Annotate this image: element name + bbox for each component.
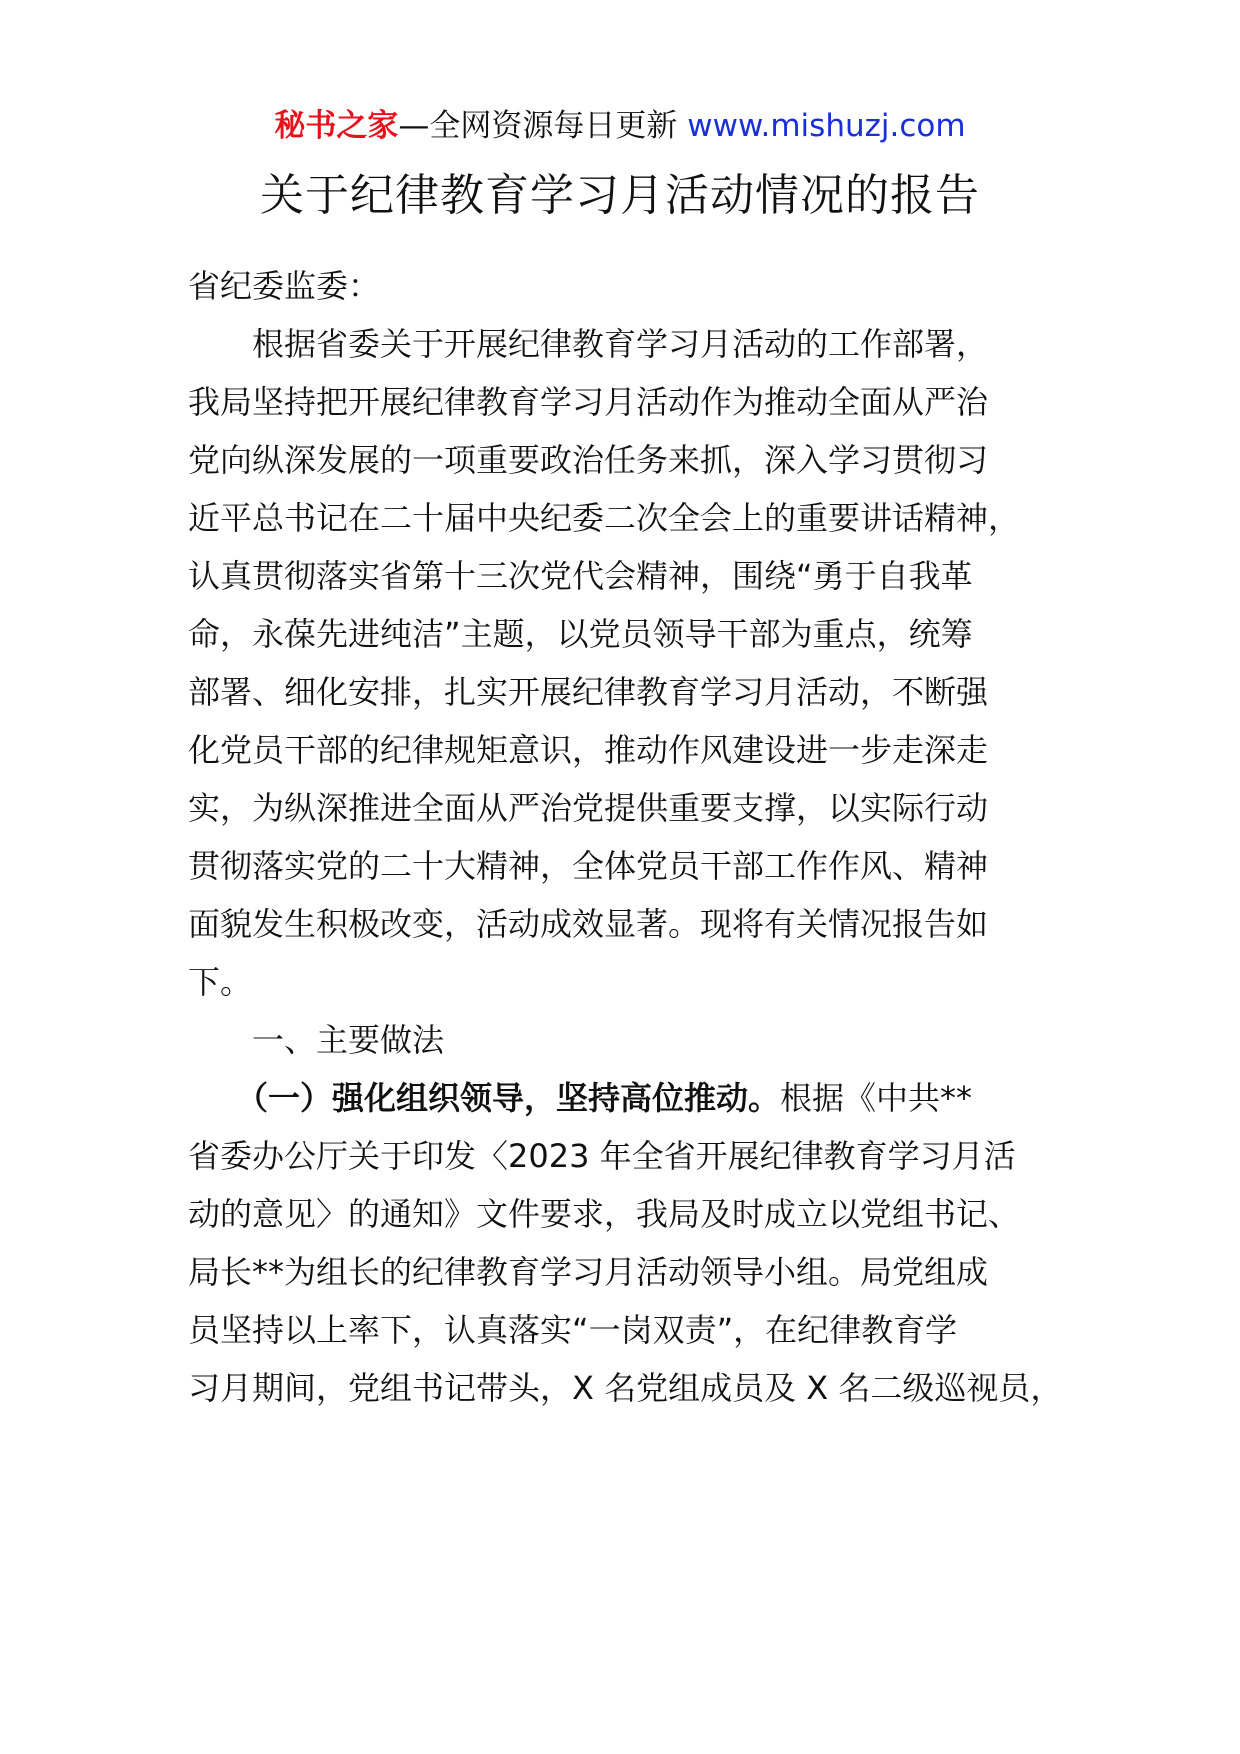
paragraph-line: 实，为纵深推进全面从严治党提供重要支撑，以实际行动: [188, 789, 989, 827]
watermark-tagline: —全网资源每日更新: [398, 108, 688, 144]
watermark-url[interactable]: www.mishuzj.com: [687, 108, 966, 144]
paragraph-line: 局长**为组长的纪律教育学习月活动领导小组。局党组成: [188, 1253, 989, 1291]
paragraph-line: 部署、细化安排，扎实开展纪律教育学习月活动，不断强: [188, 673, 989, 711]
paragraph-line: 下。: [188, 963, 253, 1001]
paragraph-line: 省委办公厅关于印发〈2023 年全省开展纪律教育学习月活: [188, 1137, 1016, 1175]
paragraph-line: 员坚持以上率下，认真落实“一岗双责”，在纪律教育学: [188, 1311, 958, 1349]
paragraph-line: 动的意见〉的通知》文件要求，我局及时成立以党组书记、: [188, 1195, 1021, 1233]
watermark-brand: 秘书之家: [274, 108, 399, 144]
paragraph-line: 我局坚持把开展纪律教育学习月活动作为推动全面从严治: [188, 383, 989, 421]
paragraph-line: 认真贯彻落实省第十三次党代会精神，围绕“勇于自我革: [188, 557, 973, 595]
paragraph-line: 党向纵深发展的一项重要政治任务来抓，深入学习贯彻习: [188, 441, 989, 479]
paragraph-line: 习月期间，党组书记带头，X 名党组成员及 X 名二级巡视员，: [188, 1369, 1063, 1407]
paragraph-line: 根据省委关于开展纪律教育学习月活动的工作部署，: [188, 325, 989, 363]
salutation: 省纪委监委：: [188, 267, 381, 305]
paragraph-line: 命，永葆先进纯洁”主题，以党员领导干部为重点，统筹: [188, 615, 973, 653]
paragraph-line: 近平总书记在二十届中央纪委二次全会上的重要讲话精神，: [188, 499, 1021, 537]
document-title: 关于纪律教育学习月活动情况的报告: [260, 170, 980, 221]
subsection-text: 根据《中共**: [780, 1079, 973, 1117]
section-heading: 一、主要做法: [188, 1021, 445, 1059]
subsection-line: [188, 1076, 972, 1121]
subsection-heading: （一）强化组织领导，坚持高位推动。: [188, 1079, 781, 1117]
paragraph-line: 面貌发生积极改变，活动成效显著。现将有关情况报告如: [188, 905, 989, 943]
site-watermark: [0, 104, 1240, 148]
paragraph-line: 贯彻落实党的二十大精神，全体党员干部工作作风、精神: [188, 847, 989, 885]
paragraph-line: 化党员干部的纪律规矩意识，推动作风建设进一步走深走: [188, 731, 989, 769]
